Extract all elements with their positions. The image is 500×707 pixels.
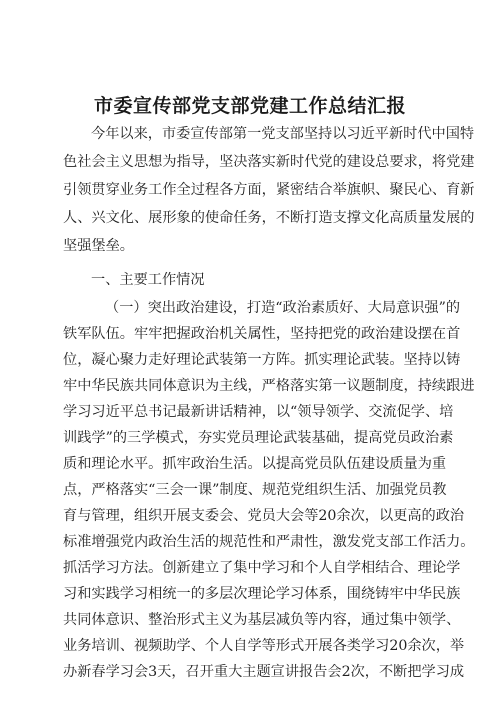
body-line: （一）突出政治建设，打造“政治素质好、大局意识强”的 — [105, 300, 461, 316]
document-title: 市委宣传部党支部党建工作总结汇报 — [93, 95, 406, 117]
section-heading: 一、主要工作情况 — [91, 272, 205, 288]
body-line: 质和理论水平。抓牢政治生活。以提高党员队伍建设质量为重 — [63, 456, 447, 472]
body-line: 业务培训、视频助学、个人自学等形式开展各类学习20余次，举 — [63, 638, 465, 654]
body-line: 抓活学习方法。创新建立了集中学习和个人自学相结合、理论学 — [63, 560, 461, 576]
intro-line: 今年以来，市委宣传部第一党支部坚持以习近平新时代中国特 — [91, 126, 475, 142]
body-line: 牢中华民族共同体意识为主线，严格落实第一议题制度，持续跟进 — [63, 378, 475, 394]
intro-line: 色社会主义思想为指导，坚决落实新时代党的建设总要求，将党建 — [63, 154, 475, 170]
body-line: 共同体意识、整治形式主义为基层减负等内容，通过集中领学、 — [63, 612, 461, 628]
body-line: 标准增强党内政治生活的规范性和严肃性，激发党支部工作活力。 — [63, 534, 475, 550]
body-line: 育与管理，组织开展支委会、党员大会等20余次，以更高的政治 — [63, 508, 465, 524]
body-line: 点，严格落实“三会一课”制度、规范党组织生活、加强党员教 — [63, 482, 447, 498]
body-line: 铁军队伍。牢牢把握政治机关属性，坚持把党的政治建设摆在首 — [63, 326, 461, 342]
intro-line: 坚强堡垒。 — [63, 238, 134, 254]
body-line: 学习习近平总书记最新讲话精神，以“领导领学、交流促学、培 — [63, 404, 454, 420]
intro-line: 引领贯穿业务工作全过程各方面，紧密结合举旗帜、聚民心、育新 — [63, 182, 475, 198]
body-line: 办新春学习会3天，召开重大主题宣讲报告会2次，不断把学习成 — [63, 664, 465, 680]
body-line: 位，凝心聚力走好理论武装第一方阵。抓实理论武装。坚持以铸 — [63, 352, 461, 368]
intro-line: 人、兴文化、展形象的使命任务，不断打造支撑文化高质量发展的 — [63, 210, 475, 226]
body-line: 训践学”的三学模式，夯实党员理论武装基础，提高党员政治素 — [63, 430, 454, 446]
body-line: 习和实践学习相统一的多层次理论学习体系，围绕铸牢中华民族 — [63, 586, 461, 602]
